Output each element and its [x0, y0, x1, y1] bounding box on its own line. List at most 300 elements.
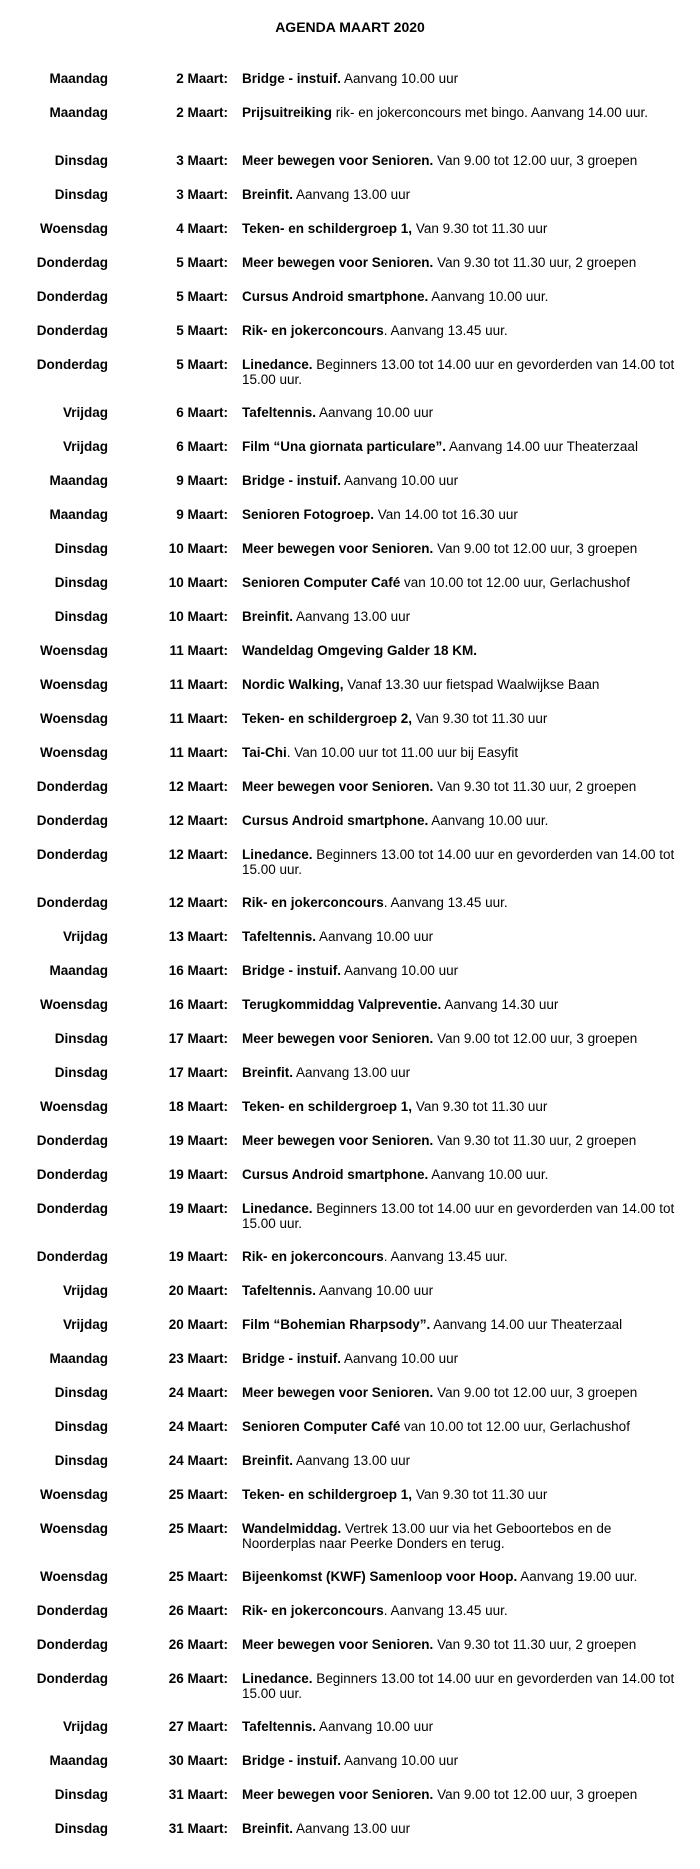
- agenda-entry: [0, 1787, 700, 1821]
- agenda-entry: [0, 1487, 700, 1521]
- entry-description: [242, 1167, 682, 1182]
- entry-date: 20 Maart:: [168, 1317, 228, 1332]
- entry-day: Dinsdag: [54, 1821, 108, 1836]
- entry-description: [242, 1487, 682, 1502]
- agenda-entry: [0, 405, 700, 439]
- entry-date: 10 Maart:: [168, 609, 228, 624]
- agenda-entry: [0, 1603, 700, 1637]
- agenda-entry: [0, 473, 700, 507]
- entry-activity-detail: Aanvang 10.00 uur: [341, 1351, 459, 1366]
- entry-day: Donderdag: [36, 1603, 108, 1618]
- entry-date: 17 Maart:: [168, 1065, 228, 1080]
- agenda-entry: [0, 1031, 700, 1065]
- entry-description: [242, 575, 682, 590]
- entry-day: Donderdag: [36, 1671, 108, 1686]
- agenda-entry: [0, 221, 700, 255]
- entry-activity-detail: . Aanvang 13.45 uur.: [383, 895, 508, 910]
- entry-day: Vrijdag: [62, 439, 108, 454]
- entry-description: [242, 963, 682, 978]
- agenda-entry: [0, 1167, 700, 1201]
- entry-date: 31 Maart:: [168, 1787, 228, 1802]
- entry-date: 19 Maart:: [168, 1167, 228, 1182]
- entry-description: [242, 929, 682, 944]
- agenda-entry: [0, 1317, 700, 1351]
- agenda-entry: [0, 1133, 700, 1167]
- agenda-entry: [0, 609, 700, 643]
- entry-activity-detail: Van 9.30 tot 11.30 uur: [412, 221, 548, 236]
- entry-description: [242, 745, 682, 760]
- entry-description: [242, 643, 682, 658]
- agenda-entry: [0, 895, 700, 929]
- agenda-entry: [0, 575, 700, 609]
- entry-description: [242, 1569, 682, 1584]
- entry-day: Woensdag: [39, 221, 108, 236]
- entry-day: Maandag: [49, 963, 108, 978]
- entry-activity-detail: rik- en jokerconcours met bingo. Aanvang 14.00 uur.: [332, 105, 648, 120]
- entry-activity-name: Rik- en jokerconcours: [242, 1249, 384, 1264]
- entry-day: Vrijdag: [62, 1283, 108, 1298]
- entry-description: [242, 1317, 682, 1332]
- entry-description: [242, 1385, 682, 1400]
- entry-activity-name: Bridge - instuif.: [242, 1351, 341, 1366]
- entry-description: [242, 1603, 682, 1618]
- entry-day: Dinsdag: [54, 1419, 108, 1434]
- entry-activity-detail: Beginners 13.00 tot 14.00 uur en gevorderden van 14.00 tot 15.00 uur.: [242, 357, 675, 387]
- entry-date: 19 Maart:: [168, 1201, 228, 1216]
- entry-date: 3 Maart:: [176, 187, 228, 202]
- entry-day: Donderdag: [36, 813, 108, 828]
- entry-description: [242, 289, 682, 304]
- entry-day: Woensdag: [39, 677, 108, 692]
- entry-activity-name: Tai-Chi: [242, 745, 287, 760]
- entry-activity-name: Meer bewegen voor Senioren.: [242, 1385, 434, 1400]
- agenda-entry: [0, 1671, 700, 1719]
- entry-day: Dinsdag: [54, 1385, 108, 1400]
- entry-activity-name: Bridge - instuif.: [242, 963, 341, 978]
- entry-activity-detail: Aanvang 14.00 uur Theaterzaal: [446, 439, 638, 454]
- entry-day: Dinsdag: [54, 1453, 108, 1468]
- entry-date: 25 Maart:: [168, 1487, 228, 1502]
- entry-description: [242, 895, 682, 910]
- entry-day: Woensdag: [39, 1487, 108, 1502]
- entry-description: [242, 609, 682, 624]
- entry-activity-detail: Aanvang 10.00 uur.: [428, 1167, 549, 1182]
- agenda-entry: [0, 1569, 700, 1603]
- entry-day: Woensdag: [39, 745, 108, 760]
- entry-date: 16 Maart:: [168, 963, 228, 978]
- entry-activity-name: Senioren Computer Café: [242, 575, 401, 590]
- entry-date: 19 Maart:: [168, 1249, 228, 1264]
- entry-activity-detail: Van 9.30 tot 11.30 uur, 2 groepen: [433, 1637, 637, 1652]
- entry-activity-name: Senioren Fotogroep.: [242, 507, 375, 522]
- agenda-entry: [0, 1419, 700, 1453]
- entry-activity-detail: van 10.00 tot 12.00 uur, Gerlachushof: [400, 1419, 630, 1434]
- entry-date: 20 Maart:: [168, 1283, 228, 1298]
- entry-activity-detail: Aanvang 10.00 uur: [316, 929, 434, 944]
- entry-description: [242, 1099, 682, 1114]
- entry-description: [242, 997, 682, 1012]
- agenda-entry: [0, 1385, 700, 1419]
- entry-activity-name: Tafeltennis.: [242, 929, 317, 944]
- entry-day: Woensdag: [39, 1569, 108, 1584]
- entry-activity-detail: Aanvang 10.00 uur.: [428, 813, 549, 828]
- entry-description: [242, 711, 682, 726]
- agenda-entry: [0, 105, 700, 153]
- entry-activity-detail: Van 9.00 tot 12.00 uur, 3 groepen: [433, 1031, 638, 1046]
- entry-description: [242, 1787, 682, 1802]
- agenda-entry: [0, 1637, 700, 1671]
- entry-date: 13 Maart:: [168, 929, 228, 944]
- entry-day: Maandag: [49, 1351, 108, 1366]
- agenda-entry: [0, 187, 700, 221]
- entry-date: 5 Maart:: [176, 357, 228, 372]
- entry-activity-name: Meer bewegen voor Senioren.: [242, 1637, 434, 1652]
- entry-activity-name: Bijeenkomst (KWF) Samenloop voor Hoop.: [242, 1569, 518, 1584]
- entry-date: 11 Maart:: [169, 711, 228, 726]
- entry-description: [242, 439, 682, 454]
- entry-day: Maandag: [49, 473, 108, 488]
- entry-activity-name: Breinfit.: [242, 1821, 294, 1836]
- entry-activity-name: Rik- en jokerconcours: [242, 895, 384, 910]
- entry-activity-name: Linedance.: [242, 847, 313, 862]
- entry-activity-detail: Van 9.30 tot 11.30 uur: [412, 711, 548, 726]
- entry-date: 12 Maart:: [168, 847, 228, 862]
- entry-date: 11 Maart:: [169, 677, 228, 692]
- agenda-entry: [0, 1753, 700, 1787]
- entry-date: 10 Maart:: [168, 575, 228, 590]
- entry-day: Donderdag: [36, 1167, 108, 1182]
- entry-activity-detail: Van 9.30 tot 11.30 uur, 2 groepen: [433, 779, 637, 794]
- entry-description: [242, 187, 682, 202]
- entry-date: 4 Maart:: [176, 221, 228, 236]
- entry-description: [242, 1133, 682, 1148]
- entry-description: [242, 357, 682, 387]
- entry-day: Dinsdag: [54, 1065, 108, 1080]
- agenda-entry: [0, 1453, 700, 1487]
- entry-activity-detail: Aanvang 13.00 uur: [293, 1065, 411, 1080]
- entry-day: Vrijdag: [62, 1317, 108, 1332]
- entry-activity-name: Meer bewegen voor Senioren.: [242, 255, 434, 270]
- entry-day: Dinsdag: [54, 609, 108, 624]
- entry-date: 26 Maart:: [168, 1637, 228, 1652]
- entry-day: Donderdag: [36, 847, 108, 862]
- entry-activity-name: Meer bewegen voor Senioren.: [242, 153, 434, 168]
- entry-activity-detail: Aanvang 10.00 uur: [341, 71, 459, 86]
- agenda-entry: [0, 643, 700, 677]
- entry-activity-detail: Van 14.00 tot 16.30 uur: [374, 507, 518, 522]
- entry-day: Donderdag: [36, 323, 108, 338]
- entry-description: [242, 221, 682, 236]
- entry-day: Donderdag: [36, 357, 108, 372]
- entry-date: 30 Maart:: [168, 1753, 228, 1768]
- entry-day: Donderdag: [36, 289, 108, 304]
- entry-activity-detail: Van 9.30 tot 11.30 uur: [412, 1487, 548, 1502]
- entry-activity-name: Nordic Walking,: [242, 677, 344, 692]
- page-title: AGENDA MAART 2020: [275, 19, 425, 35]
- entry-activity-name: Breinfit.: [242, 1453, 294, 1468]
- entry-date: 16 Maart:: [168, 997, 228, 1012]
- agenda-entry: [0, 71, 700, 105]
- entry-description: [242, 1283, 682, 1298]
- entry-date: 12 Maart:: [168, 895, 228, 910]
- entry-date: 6 Maart:: [176, 405, 228, 420]
- entry-description: [242, 1671, 682, 1701]
- entry-day: Woensdag: [39, 643, 108, 658]
- entry-date: 24 Maart:: [168, 1419, 228, 1434]
- entry-date: 9 Maart:: [176, 473, 228, 488]
- agenda-entry: [0, 1521, 700, 1569]
- agenda-entry: [0, 323, 700, 357]
- agenda-entry: [0, 745, 700, 779]
- entry-activity-name: Cursus Android smartphone.: [242, 289, 429, 304]
- entry-date: 2 Maart:: [176, 71, 228, 86]
- entry-activity-detail: Beginners 13.00 tot 14.00 uur en gevorderden van 14.00 tot 15.00 uur.: [242, 1201, 675, 1231]
- entry-activity-name: Teken- en schildergroep 2,: [242, 711, 413, 726]
- entry-activity-name: Cursus Android smartphone.: [242, 1167, 429, 1182]
- entry-description: [242, 405, 682, 420]
- entry-description: [242, 1419, 682, 1434]
- entry-day: Donderdag: [36, 895, 108, 910]
- entry-activity-detail: Aanvang 13.00 uur: [293, 187, 411, 202]
- agenda-entry: [0, 929, 700, 963]
- entry-description: [242, 1821, 682, 1836]
- entry-date: 23 Maart:: [168, 1351, 228, 1366]
- entry-date: 9 Maart:: [176, 507, 228, 522]
- entry-activity-detail: Beginners 13.00 tot 14.00 uur en gevorderden van 14.00 tot 15.00 uur.: [242, 847, 675, 877]
- agenda-list: [0, 71, 700, 1855]
- entry-activity-name: Tafeltennis.: [242, 1719, 317, 1734]
- entry-description: [242, 1719, 682, 1734]
- entry-description: [242, 473, 682, 488]
- entry-date: 10 Maart:: [168, 541, 228, 556]
- entry-day: Vrijdag: [62, 929, 108, 944]
- agenda-entry: [0, 1283, 700, 1317]
- entry-activity-name: Linedance.: [242, 357, 313, 372]
- entry-activity-name: Wandeldag Omgeving Galder 18 KM.: [242, 643, 478, 658]
- entry-day: Woensdag: [39, 711, 108, 726]
- entry-activity-detail: . Van 10.00 uur tot 11.00 uur bij Easyfit: [286, 745, 519, 760]
- entry-day: Woensdag: [39, 1099, 108, 1114]
- agenda-entry: [0, 1099, 700, 1133]
- entry-activity-name: Tafeltennis.: [242, 405, 317, 420]
- entry-description: [242, 779, 682, 794]
- entry-day: Donderdag: [36, 1201, 108, 1216]
- entry-date: 12 Maart:: [168, 779, 228, 794]
- agenda-entry: [0, 1201, 700, 1249]
- entry-day: Maandag: [49, 105, 108, 120]
- entry-day: Vrijdag: [62, 405, 108, 420]
- entry-activity-detail: Aanvang 10.00 uur: [341, 963, 459, 978]
- entry-date: 31 Maart:: [168, 1821, 228, 1836]
- entry-date: 25 Maart:: [168, 1521, 228, 1536]
- entry-description: [242, 1453, 682, 1468]
- entry-activity-detail: Aanvang 14.00 uur Theaterzaal: [430, 1317, 623, 1332]
- entry-description: [242, 813, 682, 828]
- entry-date: 17 Maart:: [168, 1031, 228, 1046]
- entry-activity-name: Meer bewegen voor Senioren.: [242, 1133, 434, 1148]
- entry-activity-detail: Van 9.00 tot 12.00 uur, 3 groepen: [433, 1385, 638, 1400]
- agenda-entry: [0, 847, 700, 895]
- entry-date: 6 Maart:: [176, 439, 228, 454]
- entry-activity-name: Teken- en schildergroep 1,: [242, 221, 413, 236]
- entry-date: 12 Maart:: [168, 813, 228, 828]
- entry-description: [242, 71, 682, 86]
- entry-activity-name: Senioren Computer Café: [242, 1419, 401, 1434]
- agenda-entry: [0, 1821, 700, 1855]
- entry-activity-detail: . Aanvang 13.45 uur.: [383, 323, 508, 338]
- entry-activity-name: Bridge - instuif.: [242, 71, 341, 86]
- entry-day: Maandag: [49, 71, 108, 86]
- entry-date: 5 Maart:: [176, 323, 228, 338]
- agenda-entry: [0, 677, 700, 711]
- entry-activity-name: Terugkommiddag Valpreventie.: [242, 997, 442, 1012]
- entry-day: Donderdag: [36, 255, 108, 270]
- agenda-entry: [0, 289, 700, 323]
- entry-day: Woensdag: [39, 1521, 108, 1536]
- entry-description: [242, 1065, 682, 1080]
- agenda-entry: [0, 779, 700, 813]
- entry-day: Donderdag: [36, 1133, 108, 1148]
- entry-activity-name: Meer bewegen voor Senioren.: [242, 541, 434, 556]
- entry-date: 26 Maart:: [168, 1671, 228, 1686]
- entry-activity-detail: . Aanvang 13.45 uur.: [383, 1603, 508, 1618]
- entry-activity-name: Linedance.: [242, 1201, 313, 1216]
- entry-description: [242, 105, 682, 120]
- entry-activity-name: Bridge - instuif.: [242, 1753, 341, 1768]
- entry-date: 5 Maart:: [176, 289, 228, 304]
- entry-activity-detail: Van 9.30 tot 11.30 uur: [412, 1099, 548, 1114]
- entry-date: 19 Maart:: [168, 1133, 228, 1148]
- entry-description: [242, 1521, 682, 1551]
- entry-description: [242, 1031, 682, 1046]
- entry-activity-detail: . Aanvang 13.45 uur.: [383, 1249, 508, 1264]
- entry-date: 27 Maart:: [168, 1719, 228, 1734]
- entry-activity-detail: Aanvang 10.00 uur: [341, 1753, 459, 1768]
- entry-day: Maandag: [49, 1753, 108, 1768]
- entry-activity-name: Wandelmiddag.: [242, 1521, 342, 1536]
- entry-description: [242, 1201, 682, 1231]
- entry-day: Dinsdag: [54, 1787, 108, 1802]
- entry-activity-detail: Aanvang 10.00 uur: [341, 473, 459, 488]
- entry-activity-name: Breinfit.: [242, 187, 294, 202]
- agenda-entry: [0, 1351, 700, 1385]
- entry-activity-name: Film “Bohemian Rharpsody”.: [242, 1317, 431, 1332]
- entry-day: Donderdag: [36, 1249, 108, 1264]
- agenda-entry: [0, 541, 700, 575]
- entry-description: [242, 847, 682, 877]
- entry-description: [242, 507, 682, 522]
- entry-activity-detail: Van 9.00 tot 12.00 uur, 3 groepen: [433, 1787, 638, 1802]
- entry-description: [242, 1249, 682, 1264]
- entry-activity-detail: Van 9.00 tot 12.00 uur, 3 groepen: [433, 153, 638, 168]
- entry-date: 26 Maart:: [168, 1603, 228, 1618]
- agenda-entry: [0, 1719, 700, 1753]
- entry-activity-detail: Aanvang 10.00 uur: [316, 405, 434, 420]
- entry-activity-name: Meer bewegen voor Senioren.: [242, 779, 434, 794]
- entry-activity-name: Breinfit.: [242, 1065, 294, 1080]
- entry-activity-detail: Aanvang 10.00 uur: [316, 1719, 434, 1734]
- entry-activity-name: Breinfit.: [242, 609, 294, 624]
- entry-day: Donderdag: [36, 779, 108, 794]
- entry-date: 11 Maart:: [169, 643, 228, 658]
- entry-date: 5 Maart:: [176, 255, 228, 270]
- entry-day: Dinsdag: [54, 1031, 108, 1046]
- entry-description: [242, 1637, 682, 1652]
- entry-activity-detail: Van 9.00 tot 12.00 uur, 3 groepen: [433, 541, 638, 556]
- entry-activity-name: Teken- en schildergroep 1,: [242, 1487, 413, 1502]
- entry-activity-name: Tafeltennis.: [242, 1283, 317, 1298]
- entry-description: [242, 255, 682, 270]
- agenda-entry: [0, 255, 700, 289]
- entry-activity-name: Bridge - instuif.: [242, 473, 341, 488]
- entry-activity-name: Teken- en schildergroep 1,: [242, 1099, 413, 1114]
- entry-date: 11 Maart:: [169, 745, 228, 760]
- entry-activity-detail: Beginners 13.00 tot 14.00 uur en gevorderden van 14.00 tot 15.00 uur.: [242, 1671, 675, 1701]
- entry-day: Dinsdag: [54, 187, 108, 202]
- entry-activity-detail: Van 9.30 tot 11.30 uur, 2 groepen: [433, 1133, 637, 1148]
- agenda-entry: [0, 1249, 700, 1283]
- entry-activity-detail: Vertrek 13.00 uur via het Geboortebos en de Noorderplas naar Peerke Donders en terug.: [242, 1521, 612, 1551]
- entry-activity-name: Cursus Android smartphone.: [242, 813, 429, 828]
- entry-day: Woensdag: [39, 997, 108, 1012]
- entry-day: Dinsdag: [54, 575, 108, 590]
- entry-description: [242, 153, 682, 168]
- entry-activity-detail: Vanaf 13.30 uur fietspad Waalwijkse Baan: [343, 677, 600, 692]
- agenda-entry: [0, 153, 700, 187]
- entry-date: 18 Maart:: [168, 1099, 228, 1114]
- agenda-entry: [0, 439, 700, 473]
- entry-date: 25 Maart:: [168, 1569, 228, 1584]
- entry-description: [242, 1351, 682, 1366]
- agenda-entry: [0, 963, 700, 997]
- entry-activity-detail: Aanvang 13.00 uur: [293, 1821, 411, 1836]
- entry-activity-name: Rik- en jokerconcours: [242, 323, 384, 338]
- entry-activity-detail: Aanvang 19.00 uur.: [517, 1569, 638, 1584]
- entry-description: [242, 323, 682, 338]
- agenda-entry: [0, 997, 700, 1031]
- entry-description: [242, 1753, 682, 1768]
- entry-description: [242, 677, 682, 692]
- entry-activity-name: Film “Una giornata particulare”.: [242, 439, 447, 454]
- entry-description: [242, 541, 682, 556]
- entry-activity-name: Meer bewegen voor Senioren.: [242, 1031, 434, 1046]
- entry-activity-detail: Aanvang 10.00 uur.: [428, 289, 549, 304]
- entry-date: 24 Maart:: [168, 1453, 228, 1468]
- entry-activity-detail: Aanvang 13.00 uur: [293, 609, 411, 624]
- entry-date: 2 Maart:: [176, 105, 228, 120]
- agenda-entry: [0, 357, 700, 405]
- entry-activity-name: Meer bewegen voor Senioren.: [242, 1787, 434, 1802]
- entry-day: Donderdag: [36, 1637, 108, 1652]
- agenda-entry: [0, 711, 700, 745]
- agenda-entry: [0, 507, 700, 541]
- entry-day: Dinsdag: [54, 541, 108, 556]
- agenda-entry: [0, 1065, 700, 1099]
- agenda-entry: [0, 813, 700, 847]
- entry-activity-detail: Van 9.30 tot 11.30 uur, 2 groepen: [433, 255, 637, 270]
- entry-activity-detail: Aanvang 14.30 uur: [441, 997, 559, 1012]
- entry-activity-detail: Aanvang 13.00 uur: [293, 1453, 411, 1468]
- entry-activity-detail: Aanvang 10.00 uur: [316, 1283, 434, 1298]
- entry-activity-detail: van 10.00 tot 12.00 uur, Gerlachushof: [400, 575, 630, 590]
- entry-day: Dinsdag: [54, 153, 108, 168]
- entry-activity-name: Rik- en jokerconcours: [242, 1603, 384, 1618]
- entry-activity-name: Linedance.: [242, 1671, 313, 1686]
- entry-day: Maandag: [49, 507, 108, 522]
- entry-date: 3 Maart:: [176, 153, 228, 168]
- entry-activity-name: Prijsuitreiking: [242, 105, 333, 120]
- entry-day: Vrijdag: [62, 1719, 108, 1734]
